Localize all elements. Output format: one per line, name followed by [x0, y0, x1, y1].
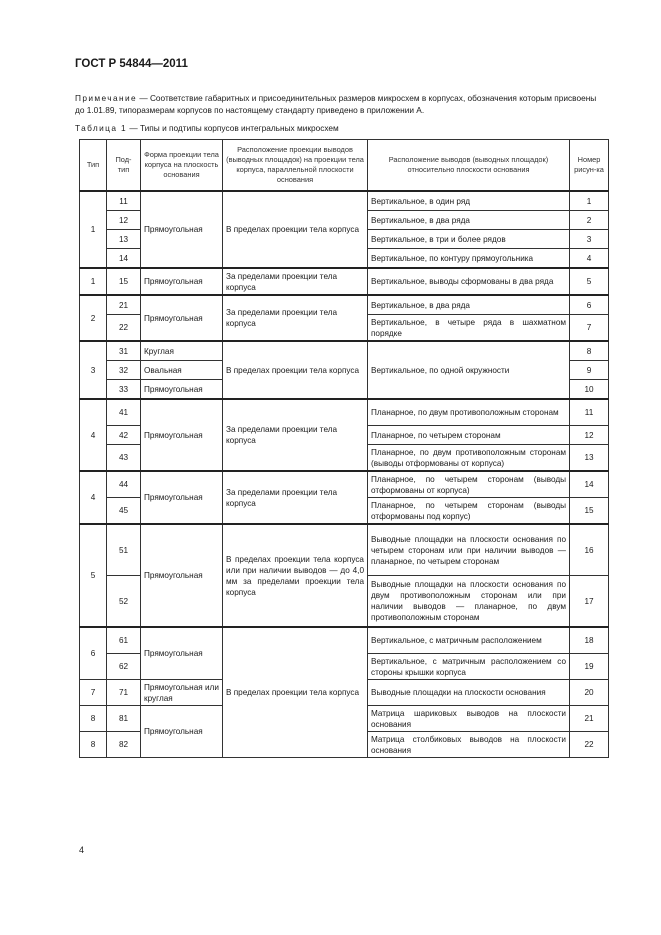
col-header-leads: Расположение выводов (выводных площадок) относительно плоскости основания	[368, 140, 570, 192]
cell-leads: Вертикальное, с матричным расположением со стороны крышки корпуса	[368, 654, 570, 680]
cell-leads: Вертикальное, в два ряда	[368, 211, 570, 230]
cell-figure: 9	[570, 361, 609, 380]
cell-subtype: 41	[107, 399, 141, 426]
cell-shape: Прямоугольная	[141, 268, 223, 295]
col-header-figure: Номер рисун-ка	[570, 140, 609, 192]
cell-subtype: 11	[107, 191, 141, 211]
cell-subtype: 21	[107, 295, 141, 315]
document-header: ГОСТ Р 54844—2011	[75, 58, 188, 70]
cell-subtype: 82	[107, 732, 141, 758]
cell-leads: Выводные площадки на плоскости основания по четырем сторонам или при наличии выводов — планарное, по четырем сторонам	[368, 524, 570, 576]
group-type-5	[80, 524, 609, 627]
col-header-projection: Расположение проекции выводов (выводных площадок) на проекции тела корпуса, параллельной плоскости основания	[223, 140, 368, 192]
cell-leads: Матрица столбиковых выводов на плоскости основания	[368, 732, 570, 758]
cell-figure: 11	[570, 399, 609, 426]
cell-type: 2	[80, 295, 107, 341]
cell-leads: Вертикальное, в два ряда	[368, 295, 570, 315]
cell-figure: 8	[570, 341, 609, 361]
cell-subtype: 12	[107, 211, 141, 230]
cell-figure: 10	[570, 380, 609, 400]
cell-shape: Прямоугольная	[141, 524, 223, 627]
cell-figure: 7	[570, 315, 609, 342]
cell-projection: За пределами проекции тела корпуса	[223, 295, 368, 341]
cell-type: 1	[80, 191, 107, 268]
cell-shape: Прямоугольная	[141, 627, 223, 680]
cell-projection: В пределах проекции тела корпуса	[223, 341, 368, 399]
cell-shape: Прямоугольная	[141, 399, 223, 471]
group-type-4	[80, 399, 609, 471]
cell-figure: 15	[570, 498, 609, 525]
cell-projection: За пределами проекции тела корпуса	[223, 399, 368, 471]
note-label: Примечание	[75, 93, 138, 103]
cell-subtype: 13	[107, 230, 141, 249]
page-number: 4	[79, 845, 85, 855]
cell-type: 8	[80, 706, 107, 732]
cell-figure: 13	[570, 445, 609, 472]
cell-subtype: 43	[107, 445, 141, 472]
cell-subtype: 32	[107, 361, 141, 380]
cell-shape: Прямоугольная	[141, 191, 223, 268]
cell-leads: Планарное, по двум противоположным сторонам	[368, 399, 570, 426]
table-row	[80, 268, 609, 295]
col-header-subtype: Под-тип	[107, 140, 141, 192]
cell-shape: Прямоугольная	[141, 380, 223, 400]
cell-figure: 12	[570, 426, 609, 445]
cell-type: 4	[80, 471, 107, 524]
table-row	[80, 524, 609, 576]
cell-projection: В пределах проекции тела корпуса	[223, 191, 368, 268]
cell-subtype: 81	[107, 706, 141, 732]
cell-figure: 22	[570, 732, 609, 758]
group-type-3	[80, 341, 609, 399]
cell-figure: 18	[570, 627, 609, 654]
note-text: — Соответствие габаритных и присоединительных размеров микросхем в корпусах, обозначения которым присвоены до 1.01.89, типоразмерам корпусов по настоящему стандарту приведено в приложении А.	[75, 93, 597, 115]
cell-type: 3	[80, 341, 107, 399]
table-row	[80, 191, 609, 211]
cell-shape: Прямоугольная	[141, 706, 223, 758]
table-caption-text: — Типы и подтипы корпусов интегральных микросхем	[127, 123, 339, 133]
cell-figure: 4	[570, 249, 609, 269]
cell-shape: Прямоугольная	[141, 295, 223, 341]
cell-subtype: 14	[107, 249, 141, 269]
cell-leads: Вертикальное, по контуру прямоугольника	[368, 249, 570, 269]
cell-subtype: 45	[107, 498, 141, 525]
cell-leads: Планарное, по четырем сторонам	[368, 426, 570, 445]
table-row	[80, 627, 609, 654]
group-type-6-8	[80, 627, 609, 758]
cell-leads: Вертикальное, выводы сформованы в два ряда	[368, 268, 570, 295]
cell-leads: Выводные площадки на плоскости основания	[368, 680, 570, 706]
cell-figure: 20	[570, 680, 609, 706]
cell-leads: Вертикальное, в четыре ряда в шахматном порядке	[368, 315, 570, 342]
cell-subtype: 31	[107, 341, 141, 361]
cell-figure: 1	[570, 191, 609, 211]
cell-type: 7	[80, 680, 107, 706]
table-row	[80, 295, 609, 315]
cell-subtype: 52	[107, 576, 141, 628]
cell-subtype: 62	[107, 654, 141, 680]
group-type-1b	[80, 268, 609, 295]
cell-subtype: 61	[107, 627, 141, 654]
note-paragraph	[75, 92, 607, 116]
cell-subtype: 22	[107, 315, 141, 342]
cell-figure: 19	[570, 654, 609, 680]
cell-leads: Планарное, по четырем сторонам (выводы отформованы от корпуса)	[368, 471, 570, 498]
cell-leads: Планарное, по четырем сторонам (выводы отформованы под корпус)	[368, 498, 570, 525]
cell-figure: 2	[570, 211, 609, 230]
cell-subtype: 44	[107, 471, 141, 498]
cell-figure: 17	[570, 576, 609, 628]
cell-projection: За пределами проекции тела корпуса	[223, 268, 368, 295]
cell-figure: 21	[570, 706, 609, 732]
cell-type: 6	[80, 627, 107, 680]
cell-figure: 14	[570, 471, 609, 498]
cell-leads: Вертикальное, в один ряд	[368, 191, 570, 211]
group-type-4b	[80, 471, 609, 524]
table-row	[80, 399, 609, 426]
cell-projection: За пределами проекции тела корпуса	[223, 471, 368, 524]
cell-shape: Прямоугольная или круглая	[141, 680, 223, 706]
cell-type: 5	[80, 524, 107, 627]
cell-figure: 5	[570, 268, 609, 295]
cell-leads: Матрица шариковых выводов на плоскости основания	[368, 706, 570, 732]
cell-leads: Вертикальное, в три и более рядов	[368, 230, 570, 249]
cell-type: 1	[80, 268, 107, 295]
cell-figure: 16	[570, 524, 609, 576]
col-header-type: Тип	[80, 140, 107, 192]
package-types-table	[79, 139, 609, 758]
cell-subtype: 42	[107, 426, 141, 445]
col-header-shape: Форма проекции тела корпуса на плоскость основания	[141, 140, 223, 192]
cell-leads: Вертикальное, с матричным расположением	[368, 627, 570, 654]
cell-shape: Круглая	[141, 341, 223, 361]
cell-subtype: 71	[107, 680, 141, 706]
cell-shape: Овальная	[141, 361, 223, 380]
cell-projection: В пределах проекции тела корпуса или при наличии выводов — до 4,0 мм за пределами проекции тела корпуса	[223, 524, 368, 627]
cell-subtype: 51	[107, 524, 141, 576]
cell-subtype: 15	[107, 268, 141, 295]
table-row	[80, 471, 609, 498]
cell-figure: 6	[570, 295, 609, 315]
cell-subtype: 33	[107, 380, 141, 400]
cell-shape: Прямоугольная	[141, 471, 223, 524]
group-type-1	[80, 191, 609, 268]
table-row	[80, 341, 609, 361]
cell-leads: Планарное, по двум противоположным сторонам (выводы отформованы от корпуса)	[368, 445, 570, 472]
table-caption	[75, 123, 339, 133]
cell-projection: В пределах проекции тела корпуса	[223, 627, 368, 758]
cell-type: 4	[80, 399, 107, 471]
table-caption-label: Таблица 1	[75, 123, 128, 133]
group-type-2	[80, 295, 609, 341]
cell-figure: 3	[570, 230, 609, 249]
cell-leads: Вертикальное, по одной окружности	[368, 341, 570, 399]
cell-type: 8	[80, 732, 107, 758]
cell-leads: Выводные площадки на плоскости основания по двум противоположным сторонам или при наличии выводов — планарное, по двум противоположным сторонам	[368, 576, 570, 628]
